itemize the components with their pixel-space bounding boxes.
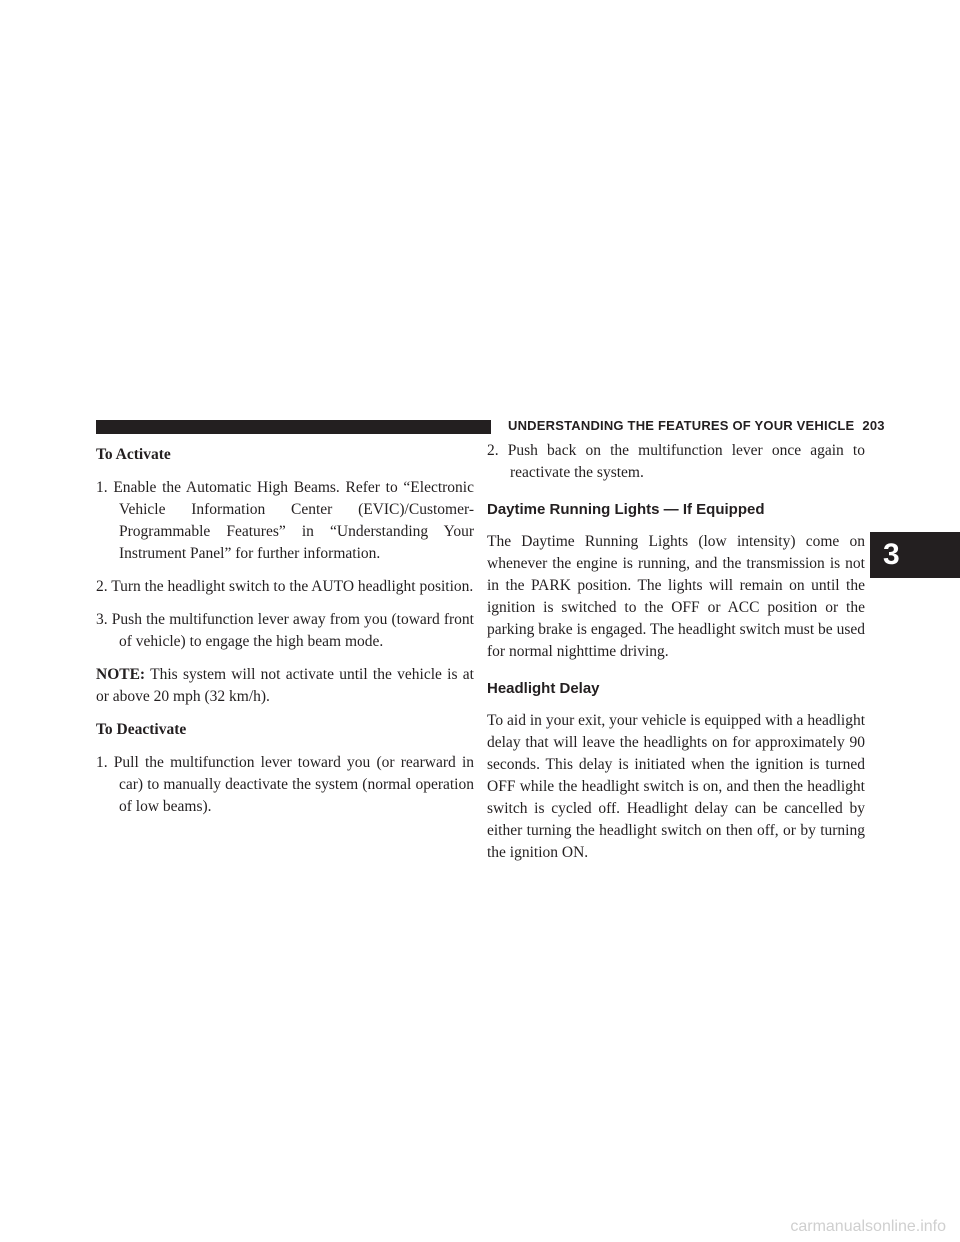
right-column <box>487 440 865 875</box>
activate-step-3: 3. Push the multifunction lever away from you (toward front of vehicle) to engage the high beam mode. <box>96 611 474 650</box>
drl-paragraph: The Daytime Running Lights (low intensity) come on whenever the engine is running, and the transmission is not in the PARK position. The lights will remain on until the ignition is switched to the OFF or ACC position or the parking brake is engaged. The headlight switch must be used for normal nighttime driving. <box>487 533 865 660</box>
headlight-delay-heading: Headlight Delay <box>487 680 600 697</box>
header-rule <box>96 420 491 434</box>
chapter-tab: 3 <box>870 532 960 578</box>
left-column <box>96 440 474 829</box>
header-title: UNDERSTANDING THE FEATURES OF YOUR VEHICLE <box>508 418 855 433</box>
page-number: 203 <box>862 418 885 433</box>
to-activate-heading: To Activate <box>96 446 171 463</box>
note-text: This system will not activate until the vehicle is at or above 20 mph (32 km/h). <box>96 666 474 705</box>
to-deactivate-heading: To Deactivate <box>96 721 187 738</box>
deactivate-step-1: 1. Pull the multifunction lever toward you (or rearward in car) to manually deactivate the system (normal operation of low beams). <box>96 754 474 815</box>
running-header <box>508 418 885 433</box>
drl-heading: Daytime Running Lights — If Equipped <box>487 501 765 518</box>
watermark: carmanualsonline.info <box>790 1218 946 1235</box>
activate-step-2: 2. Turn the headlight switch to the AUTO headlight position. <box>96 578 474 595</box>
note-label: NOTE: <box>96 666 146 683</box>
note-paragraph <box>96 664 474 708</box>
headlight-delay-paragraph: To aid in your exit, your vehicle is equipped with a headlight delay that will leave the headlights on for approximately 90 seconds. This delay is initiated when the ignition is turned OFF while the headlight switch is on, and then the headlight switch is cycled off. Headlight delay can be cancelled by either turning the headlight switch on then off, or by turning the ignition ON. <box>487 712 865 861</box>
activate-step-1: 1. Enable the Automatic High Beams. Refer to “Electronic Vehicle Information Center (EVIC)/Customer-Programmable Features” in “Understanding Your Instrument Panel” for further information. <box>96 479 474 562</box>
deactivate-step-2: 2. Push back on the multifunction lever once again to reactivate the system. <box>487 442 865 481</box>
